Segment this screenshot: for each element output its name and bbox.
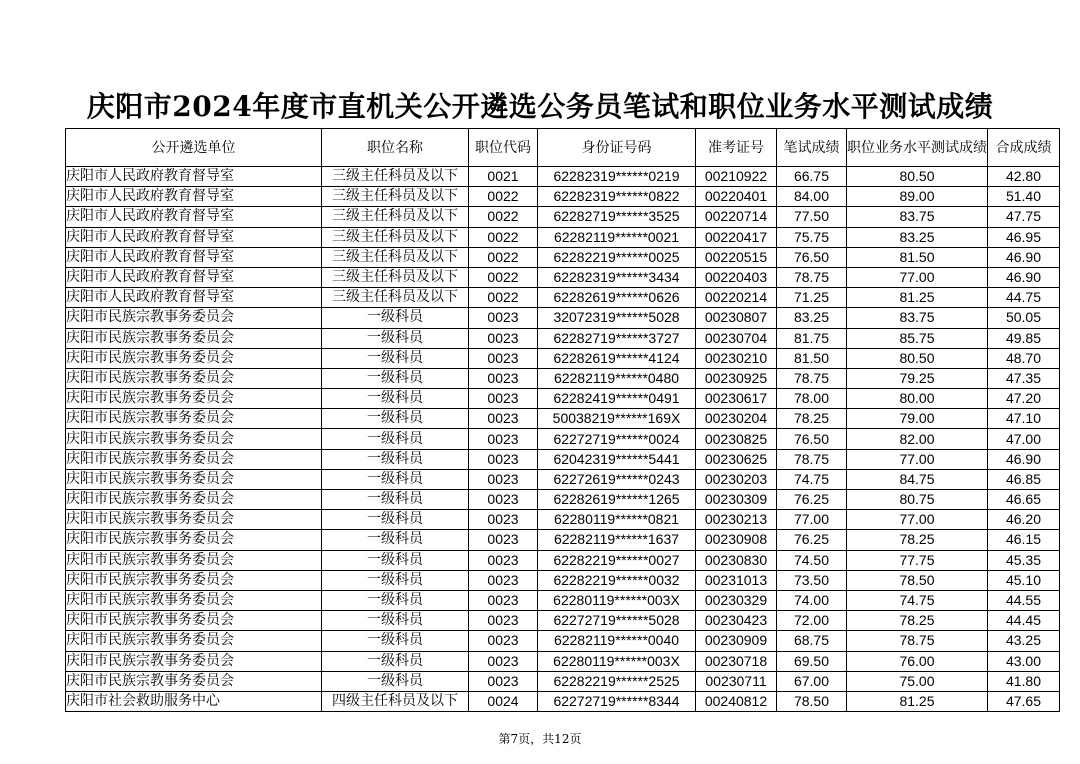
header-unit: 公开遴选单位 [66,129,322,167]
cell-combined-score: 47.20 [988,389,1060,409]
cell-unit: 庆阳市民族宗教事务委员会 [66,510,322,530]
cell-position-name: 三级主任科员及以下 [322,167,469,187]
cell-id-number: 50038219******169X [538,409,696,429]
cell-id-number: 62282119******0480 [538,368,696,388]
cell-position-name: 一级科员 [322,510,469,530]
cell-combined-score: 44.55 [988,590,1060,610]
cell-admission-number: 00220515 [696,247,777,267]
cell-position-name: 三级主任科员及以下 [322,187,469,207]
cell-written-score: 72.00 [777,611,847,631]
cell-unit: 庆阳市人民政府教育督导室 [66,227,322,247]
cell-position-name: 一级科员 [322,611,469,631]
cell-combined-score: 46.85 [988,469,1060,489]
cell-written-score: 84.00 [777,187,847,207]
cell-position-code: 0022 [469,288,538,308]
cell-unit: 庆阳市民族宗教事务委员会 [66,530,322,550]
cell-admission-number: 00220417 [696,227,777,247]
cell-unit: 庆阳市人民政府教育督导室 [66,247,322,267]
cell-position-code: 0023 [469,671,538,691]
cell-unit: 庆阳市民族宗教事务委员会 [66,308,322,328]
cell-position-name: 三级主任科员及以下 [322,227,469,247]
cell-id-number: 62272719******8344 [538,691,696,711]
table-row [66,490,1060,510]
cell-professional-test-score: 78.50 [847,570,988,590]
table-row [66,267,1060,287]
document-title: 庆阳市2024年度市直机关公开遴选公务员笔试和职位业务水平测试成绩 [86,90,994,123]
cell-id-number: 62282319******0219 [538,167,696,187]
cell-position-code: 0023 [469,469,538,489]
cell-position-name: 一级科员 [322,671,469,691]
cell-combined-score: 42.80 [988,167,1060,187]
cell-unit: 庆阳市民族宗教事务委员会 [66,631,322,651]
cell-professional-test-score: 83.25 [847,227,988,247]
cell-combined-score: 45.35 [988,550,1060,570]
cell-id-number: 62282419******0491 [538,389,696,409]
table-row [66,631,1060,651]
cell-combined-score: 49.85 [988,328,1060,348]
cell-combined-score: 44.75 [988,288,1060,308]
cell-position-code: 0023 [469,631,538,651]
cell-id-number: 62282219******0027 [538,550,696,570]
cell-unit: 庆阳市民族宗教事务委员会 [66,570,322,590]
cell-professional-test-score: 82.00 [847,429,988,449]
cell-id-number: 62280119******003X [538,651,696,671]
cell-unit: 庆阳市民族宗教事务委员会 [66,671,322,691]
cell-professional-test-score: 80.75 [847,490,988,510]
table-row [66,187,1060,207]
cell-combined-score: 51.40 [988,187,1060,207]
cell-position-code: 0023 [469,590,538,610]
table-row [66,651,1060,671]
cell-position-code: 0023 [469,429,538,449]
cell-professional-test-score: 78.25 [847,611,988,631]
cell-professional-test-score: 81.25 [847,691,988,711]
cell-id-number: 62280119******0821 [538,510,696,530]
cell-written-score: 81.75 [777,328,847,348]
cell-admission-number: 00230204 [696,409,777,429]
cell-position-code: 0023 [469,389,538,409]
table-row [66,429,1060,449]
cell-id-number: 62272719******0024 [538,429,696,449]
cell-position-code: 0022 [469,247,538,267]
cell-written-score: 81.50 [777,348,847,368]
table-row [66,449,1060,469]
table-row [66,530,1060,550]
cell-position-name: 一级科员 [322,328,469,348]
table-row [66,409,1060,429]
cell-id-number: 62272619******0243 [538,469,696,489]
cell-id-number: 62282719******3727 [538,328,696,348]
table-row [66,611,1060,631]
cell-position-code: 0023 [469,348,538,368]
cell-id-number: 62042319******5441 [538,449,696,469]
cell-professional-test-score: 84.75 [847,469,988,489]
cell-admission-number: 00230711 [696,671,777,691]
cell-combined-score: 46.90 [988,449,1060,469]
cell-position-code: 0023 [469,409,538,429]
cell-professional-test-score: 89.00 [847,187,988,207]
cell-position-name: 一级科员 [322,550,469,570]
cell-id-number: 62282319******3434 [538,267,696,287]
table-row [66,671,1060,691]
cell-id-number: 62272719******5028 [538,611,696,631]
cell-position-code: 0023 [469,530,538,550]
cell-position-name: 一级科员 [322,389,469,409]
cell-written-score: 71.25 [777,288,847,308]
cell-admission-number: 00230625 [696,449,777,469]
cell-professional-test-score: 81.25 [847,288,988,308]
cell-id-number: 62282619******4124 [538,348,696,368]
cell-combined-score: 43.00 [988,651,1060,671]
cell-position-code: 0023 [469,510,538,530]
cell-position-code: 0023 [469,328,538,348]
cell-combined-score: 47.75 [988,207,1060,227]
table-row [66,389,1060,409]
cell-unit: 庆阳市民族宗教事务委员会 [66,389,322,409]
page-number: 第7页，共12页 [498,732,582,746]
cell-position-name: 三级主任科员及以下 [322,267,469,287]
cell-unit: 庆阳市人民政府教育督导室 [66,288,322,308]
cell-position-code: 0023 [469,550,538,570]
cell-position-name: 三级主任科员及以下 [322,247,469,267]
cell-professional-test-score: 80.50 [847,167,988,187]
cell-admission-number: 00240812 [696,691,777,711]
cell-professional-test-score: 83.75 [847,308,988,328]
cell-combined-score: 46.65 [988,490,1060,510]
cell-unit: 庆阳市民族宗教事务委员会 [66,429,322,449]
cell-unit: 庆阳市民族宗教事务委员会 [66,590,322,610]
cell-id-number: 62282219******0032 [538,570,696,590]
table-row [66,167,1060,187]
cell-admission-number: 00230704 [696,328,777,348]
cell-position-name: 三级主任科员及以下 [322,288,469,308]
cell-written-score: 77.50 [777,207,847,227]
cell-position-code: 0023 [469,308,538,328]
table-row [66,308,1060,328]
cell-professional-test-score: 77.00 [847,510,988,530]
cell-written-score: 68.75 [777,631,847,651]
cell-professional-test-score: 74.75 [847,590,988,610]
cell-written-score: 78.75 [777,267,847,287]
cell-position-code: 0023 [469,449,538,469]
cell-id-number: 62282619******0626 [538,288,696,308]
table-row [66,590,1060,610]
cell-id-number: 62282719******3525 [538,207,696,227]
cell-id-number: 32072319******5028 [538,308,696,328]
cell-position-code: 0023 [469,611,538,631]
cell-written-score: 67.00 [777,671,847,691]
cell-written-score: 76.25 [777,490,847,510]
cell-professional-test-score: 76.00 [847,651,988,671]
table-row [66,247,1060,267]
cell-unit: 庆阳市民族宗教事务委员会 [66,550,322,570]
cell-combined-score: 48.70 [988,348,1060,368]
table-row [66,368,1060,388]
cell-unit: 庆阳市民族宗教事务委员会 [66,328,322,348]
cell-position-code: 0022 [469,187,538,207]
cell-written-score: 74.00 [777,590,847,610]
cell-written-score: 66.75 [777,167,847,187]
header-professional-test-score: 职位业务水平测试成绩 [847,129,988,167]
cell-position-name: 一级科员 [322,469,469,489]
cell-combined-score: 47.10 [988,409,1060,429]
cell-written-score: 78.50 [777,691,847,711]
cell-combined-score: 47.00 [988,429,1060,449]
cell-professional-test-score: 80.00 [847,389,988,409]
cell-position-name: 一级科员 [322,590,469,610]
cell-unit: 庆阳市民族宗教事务委员会 [66,651,322,671]
cell-professional-test-score: 78.75 [847,631,988,651]
cell-written-score: 76.25 [777,530,847,550]
cell-combined-score: 47.35 [988,368,1060,388]
cell-written-score: 78.75 [777,449,847,469]
cell-professional-test-score: 77.00 [847,267,988,287]
cell-admission-number: 00230909 [696,631,777,651]
cell-unit: 庆阳市民族宗教事务委员会 [66,490,322,510]
cell-unit: 庆阳市人民政府教育督导室 [66,167,322,187]
cell-position-name: 一级科员 [322,409,469,429]
cell-unit: 庆阳市人民政府教育督导室 [66,267,322,287]
cell-professional-test-score: 79.00 [847,409,988,429]
cell-unit: 庆阳市人民政府教育督导室 [66,207,322,227]
cell-combined-score: 46.20 [988,510,1060,530]
cell-professional-test-score: 77.00 [847,449,988,469]
cell-written-score: 69.50 [777,651,847,671]
cell-admission-number: 00220714 [696,207,777,227]
cell-combined-score: 47.65 [988,691,1060,711]
cell-unit: 庆阳市民族宗教事务委员会 [66,611,322,631]
table-row [66,328,1060,348]
cell-written-score: 73.50 [777,570,847,590]
cell-admission-number: 00220214 [696,288,777,308]
cell-id-number: 62282619******1265 [538,490,696,510]
cell-written-score: 74.75 [777,469,847,489]
cell-id-number: 62282319******0822 [538,187,696,207]
cell-combined-score: 46.95 [988,227,1060,247]
cell-written-score: 74.50 [777,550,847,570]
cell-position-code: 0023 [469,651,538,671]
table-row [66,207,1060,227]
table-row [66,510,1060,530]
cell-position-code: 0022 [469,267,538,287]
cell-professional-test-score: 79.25 [847,368,988,388]
cell-id-number: 62282119******0040 [538,631,696,651]
cell-combined-score: 45.10 [988,570,1060,590]
cell-position-code: 0021 [469,167,538,187]
cell-unit: 庆阳市民族宗教事务委员会 [66,348,322,368]
cell-combined-score: 43.25 [988,631,1060,651]
cell-position-code: 0022 [469,207,538,227]
cell-admission-number: 00230830 [696,550,777,570]
header-admission-number: 准考证号 [696,129,777,167]
cell-admission-number: 00220403 [696,267,777,287]
cell-position-name: 一级科员 [322,651,469,671]
cell-admission-number: 00230617 [696,389,777,409]
cell-admission-number: 00230213 [696,510,777,530]
cell-written-score: 78.75 [777,368,847,388]
cell-written-score: 76.50 [777,247,847,267]
table-row [66,691,1060,711]
table-row [66,469,1060,489]
cell-position-name: 一级科员 [322,490,469,510]
cell-position-name: 一级科员 [322,308,469,328]
cell-admission-number: 00230807 [696,308,777,328]
cell-admission-number: 00230329 [696,590,777,610]
cell-position-name: 一级科员 [322,631,469,651]
cell-position-code: 0023 [469,570,538,590]
cell-admission-number: 00230203 [696,469,777,489]
cell-professional-test-score: 77.75 [847,550,988,570]
cell-admission-number: 00230718 [696,651,777,671]
cell-combined-score: 46.90 [988,267,1060,287]
table-row [66,550,1060,570]
cell-written-score: 75.75 [777,227,847,247]
cell-admission-number: 00230210 [696,348,777,368]
cell-written-score: 78.00 [777,389,847,409]
header-position-code: 职位代码 [469,129,538,167]
cell-unit: 庆阳市民族宗教事务委员会 [66,469,322,489]
cell-id-number: 62282119******1637 [538,530,696,550]
cell-professional-test-score: 81.50 [847,247,988,267]
cell-position-code: 0024 [469,691,538,711]
cell-unit: 庆阳市民族宗教事务委员会 [66,368,322,388]
cell-combined-score: 41.80 [988,671,1060,691]
cell-combined-score: 50.05 [988,308,1060,328]
cell-unit: 庆阳市人民政府教育督导室 [66,187,322,207]
cell-position-name: 四级主任科员及以下 [322,691,469,711]
cell-position-code: 0023 [469,368,538,388]
cell-professional-test-score: 80.50 [847,348,988,368]
table-row [66,570,1060,590]
cell-written-score: 78.25 [777,409,847,429]
cell-id-number: 62282119******0021 [538,227,696,247]
cell-professional-test-score: 78.25 [847,530,988,550]
cell-position-code: 0022 [469,227,538,247]
cell-written-score: 76.50 [777,429,847,449]
cell-id-number: 62280119******003X [538,590,696,610]
table-header-row [66,129,1060,167]
cell-position-name: 一级科员 [322,348,469,368]
cell-combined-score: 46.15 [988,530,1060,550]
cell-admission-number: 00230309 [696,490,777,510]
cell-id-number: 62282219******2525 [538,671,696,691]
cell-position-name: 一级科员 [322,449,469,469]
cell-position-name: 三级主任科员及以下 [322,207,469,227]
cell-position-name: 一级科员 [322,368,469,388]
cell-position-name: 一级科员 [322,429,469,449]
cell-id-number: 62282219******0025 [538,247,696,267]
header-written-score: 笔试成绩 [777,129,847,167]
cell-position-name: 一级科员 [322,570,469,590]
cell-admission-number: 00220401 [696,187,777,207]
cell-professional-test-score: 83.75 [847,207,988,227]
cell-combined-score: 46.90 [988,247,1060,267]
table-row [66,348,1060,368]
cell-admission-number: 00230925 [696,368,777,388]
header-position-name: 职位名称 [322,129,469,167]
cell-written-score: 77.00 [777,510,847,530]
cell-admission-number: 00230825 [696,429,777,449]
cell-combined-score: 44.45 [988,611,1060,631]
cell-unit: 庆阳市社会救助服务中心 [66,691,322,711]
scores-table [65,128,1060,712]
header-id-number: 身份证号码 [538,129,696,167]
cell-admission-number: 00231013 [696,570,777,590]
cell-professional-test-score: 85.75 [847,328,988,348]
cell-unit: 庆阳市民族宗教事务委员会 [66,449,322,469]
header-combined-score: 合成成绩 [988,129,1060,167]
table-row [66,288,1060,308]
cell-admission-number: 00230908 [696,530,777,550]
cell-admission-number: 00230423 [696,611,777,631]
cell-position-code: 0023 [469,490,538,510]
cell-professional-test-score: 75.00 [847,671,988,691]
table-body [66,167,1060,712]
cell-position-name: 一级科员 [322,530,469,550]
table-row [66,227,1060,247]
cell-admission-number: 00210922 [696,167,777,187]
cell-unit: 庆阳市民族宗教事务委员会 [66,409,322,429]
cell-written-score: 83.25 [777,308,847,328]
